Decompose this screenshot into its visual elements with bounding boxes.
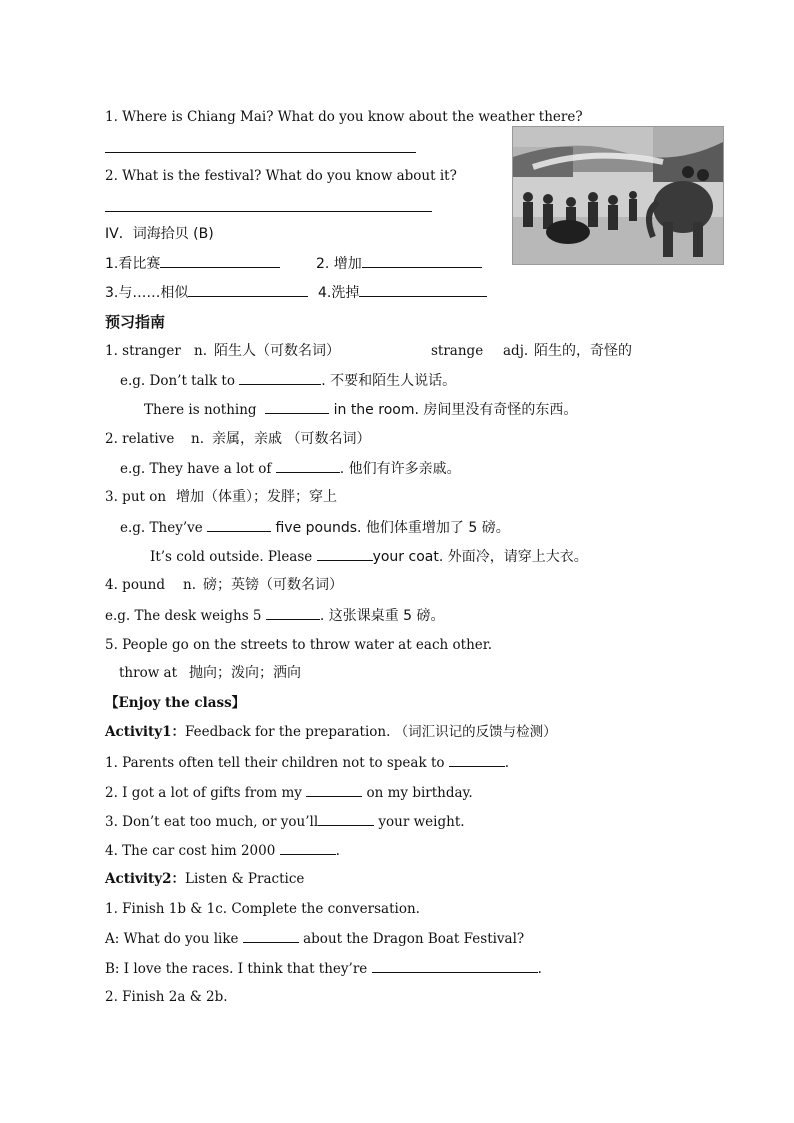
- answer-line: [105, 152, 416, 153]
- phrase-throw-at-def: 抛向；泼向；洒向: [189, 665, 301, 681]
- answer-line: [105, 211, 432, 212]
- example-text: five pounds. 他们体重增加了 5 磅。: [271, 520, 510, 536]
- word-pound-def: 磅；英镑（可数名词）: [203, 577, 343, 593]
- vocab-heading: IV．词海拾贝 (B): [105, 226, 214, 242]
- answer-blank[interactable]: [243, 929, 299, 943]
- question-text: 1. Parents often tell their children not to speak to: [105, 755, 445, 771]
- conversation-text: A: What do you like: [105, 931, 239, 947]
- vocab-item-2: [316, 254, 482, 273]
- answer-blank[interactable]: [280, 841, 336, 855]
- vocab-item-1-label: 1.看比赛: [105, 256, 161, 272]
- example-text: There is nothing: [144, 402, 257, 418]
- vocab-item-4: [318, 283, 487, 302]
- vocab-item-1: [105, 254, 280, 273]
- question-text: 3. Don’t eat too much, or you’ll: [105, 814, 319, 830]
- question-text: your weight.: [374, 814, 465, 830]
- conversation-text: .: [537, 961, 542, 977]
- example-blank[interactable]: [207, 518, 271, 532]
- phrase-throw-at: throw at: [119, 665, 178, 681]
- put-on-example-2: [150, 547, 588, 566]
- vocab-blank-4[interactable]: [359, 283, 487, 297]
- example-text: e.g. They have a lot of: [120, 461, 272, 477]
- conversation-line-a: [105, 929, 524, 948]
- conversation-text: B: I love the races. I think that they’re: [105, 961, 368, 977]
- example-text: in the room. 房间里没有奇怪的东西。: [329, 402, 578, 418]
- activity-1-question-2: [105, 783, 473, 802]
- vocab-item-2-label: 2. 增加: [316, 256, 362, 272]
- festival-photo: [512, 126, 724, 265]
- answer-blank[interactable]: [449, 753, 505, 767]
- word-strange-term: strange: [431, 343, 484, 359]
- word-strange-pos: adj.: [503, 343, 529, 359]
- question-text: on my birthday.: [362, 785, 473, 801]
- example-text: e.g. The desk weighs 5: [105, 608, 262, 624]
- guide-title: 预习指南: [105, 313, 166, 331]
- word-pound-term: 4. pound: [105, 577, 165, 593]
- example-blank[interactable]: [276, 459, 340, 473]
- word-relative-pos: n.: [191, 431, 204, 447]
- stranger-example: [120, 371, 456, 390]
- word-strange-def: 陌生的，奇怪的: [534, 343, 632, 359]
- question-text: .: [504, 755, 510, 771]
- activity-1-text: Feedback for the preparation. （词汇识记的反馈与检测）: [185, 724, 557, 740]
- example-text: e.g. They’ve: [120, 520, 203, 536]
- activity-1-question-1: [105, 753, 509, 772]
- question-text: .: [335, 843, 340, 859]
- example-text: . 这张课桌重 5 磅。: [319, 608, 445, 624]
- vocab-blank-3[interactable]: [188, 283, 308, 297]
- vocab-blank-1[interactable]: [160, 254, 280, 268]
- word-stranger-def: 陌生人（可数名词）: [214, 343, 340, 359]
- example-blank[interactable]: [239, 371, 321, 385]
- vocab-item-3: [105, 283, 308, 302]
- activity-2-heading: [105, 870, 304, 888]
- example-blank[interactable]: [266, 606, 320, 620]
- word-stranger-term: 1. stranger: [105, 343, 181, 359]
- activity-1-question-4: [105, 841, 340, 860]
- example-text: e.g. Don’t talk to: [120, 373, 235, 389]
- activity-2-text: Listen & Practice: [185, 871, 305, 887]
- activity-2-instruction-1: 1. Finish 1b & 1c. Complete the conversation.: [105, 901, 420, 917]
- activity-2-label: Activity2：: [105, 871, 186, 887]
- answer-blank[interactable]: [372, 959, 538, 973]
- question-text: 2. I got a lot of gifts from my: [105, 785, 302, 801]
- activity-2-instruction-2: 2. Finish 2a & 2b.: [105, 989, 228, 1005]
- vocab-item-4-label: 4.洗掉: [318, 285, 360, 301]
- example-text: . 他们有许多亲戚。: [339, 461, 461, 477]
- question-chiang-mai: 1. Where is Chiang Mai? What do you know about the weather there?: [105, 109, 583, 125]
- activity-1-question-3: [105, 812, 465, 831]
- word-relative-def: 亲属，亲戚 （可数名词）: [212, 431, 371, 447]
- word-pound-pos: n.: [183, 577, 196, 593]
- word-stranger-pos: n.: [194, 343, 207, 359]
- example-text: . 不要和陌生人说话。: [321, 373, 457, 389]
- elephant-water-festival-image: [513, 127, 723, 264]
- put-on-example-1: [120, 518, 510, 537]
- answer-blank[interactable]: [306, 783, 362, 797]
- question-text: 4. The car cost him 2000: [105, 843, 276, 859]
- conversation-text: about the Dragon Boat Festival?: [298, 931, 525, 947]
- sentence-throw-water: 5. People go on the streets to throw water at each other.: [105, 637, 493, 653]
- example-text: your coat. 外面冷，请穿上大衣。: [372, 549, 588, 565]
- question-festival: 2. What is the festival? What do you know about it?: [105, 168, 457, 184]
- activity-1-heading: [105, 723, 557, 741]
- vocab-blank-2[interactable]: [362, 254, 482, 268]
- answer-blank[interactable]: [318, 812, 374, 826]
- enjoy-class-title: 【Enjoy the class】: [105, 695, 246, 711]
- strange-example: [144, 400, 577, 419]
- example-blank[interactable]: [317, 547, 373, 561]
- word-relative-term: 2. relative: [105, 431, 175, 447]
- word-put-on-def: 增加（体重）；发胖；穿上: [176, 489, 337, 505]
- example-text: It’s cold outside. Please: [150, 549, 313, 565]
- word-put-on-term: 3. put on: [105, 489, 167, 505]
- example-blank[interactable]: [265, 400, 329, 414]
- relative-example: [120, 459, 461, 478]
- conversation-line-b: [105, 959, 542, 978]
- activity-1-label: Activity1：: [105, 724, 186, 740]
- pound-example: [105, 606, 445, 625]
- vocab-item-3-label: 3.与……相似: [105, 285, 189, 301]
